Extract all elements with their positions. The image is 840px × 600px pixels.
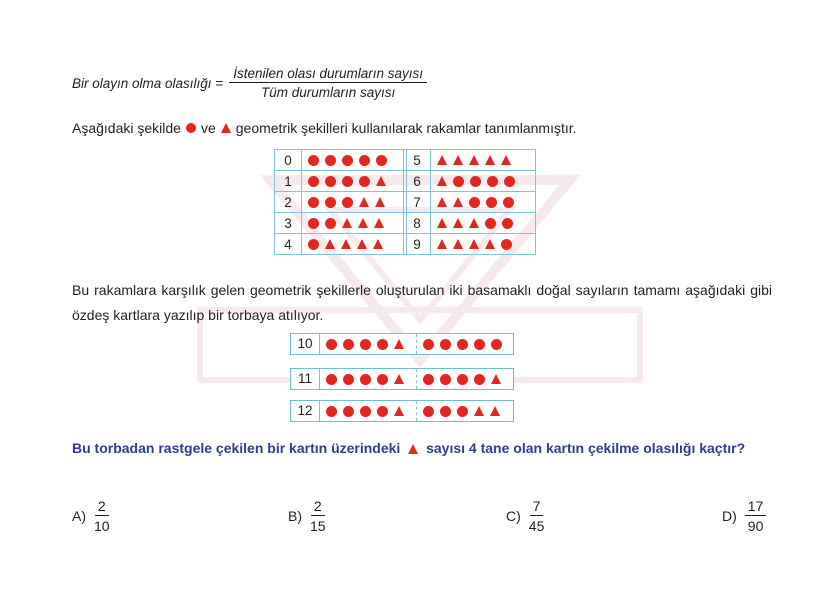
choice-denominator: 90 (747, 518, 764, 534)
choice-numerator: 7 (530, 498, 544, 516)
number-card (290, 333, 514, 355)
probability-formula (72, 66, 427, 100)
choice-label: A) (72, 508, 86, 524)
formula-denominator: Tüm durumların sayısı (260, 85, 396, 100)
choice-c[interactable] (506, 498, 544, 534)
description-paragraph: Bu rakamlara karşılık gelen geometrik şekillerle oluşturulan iki basamaklı doğal sayıların tamamı aşağıdaki gibi özdeş kartlara yazılıp bir torbaya atılıyor. (72, 282, 772, 323)
triangle-icon (437, 176, 447, 186)
shape-cell (302, 234, 407, 255)
circle-icon (343, 406, 354, 417)
shape-group (437, 176, 535, 187)
triangle-icon (485, 239, 495, 249)
choice-fraction (745, 498, 767, 534)
formula-lhs: Bir olayın olma olasılığı = (72, 75, 224, 91)
digit-cell: 3 (275, 213, 302, 234)
triangle-icon (341, 239, 351, 249)
circle-icon (457, 374, 468, 385)
triangle-icon (408, 444, 418, 454)
circle-icon (308, 218, 319, 229)
choice-numerator: 17 (745, 498, 767, 516)
choice-a[interactable] (72, 498, 110, 534)
circle-icon (325, 176, 336, 187)
shape-cell (431, 192, 536, 213)
choice-denominator: 15 (310, 518, 326, 534)
digit-row (404, 192, 536, 213)
triangle-icon (485, 155, 495, 165)
choice-label: D) (722, 508, 737, 524)
choice-numerator: 2 (311, 498, 325, 516)
digit-row (404, 150, 536, 171)
formula-fraction (229, 66, 427, 100)
triangle-icon (474, 406, 484, 416)
choice-denominator: 45 (528, 518, 545, 534)
choice-b[interactable] (288, 498, 326, 534)
shape-group (320, 334, 416, 354)
circle-icon (308, 239, 319, 250)
question-text-before: Bu torbadan rastgele çekilen bir kartın üzerindeki (72, 440, 401, 456)
triangle-icon (358, 218, 368, 228)
triangle-icon (453, 218, 463, 228)
shape-group (308, 176, 406, 187)
circle-icon (377, 374, 388, 385)
choice-label: C) (506, 508, 521, 524)
circle-icon (359, 176, 370, 187)
circle-icon (326, 339, 337, 350)
shape-cell (302, 192, 407, 213)
circle-icon (485, 218, 496, 229)
digit-row (275, 192, 407, 213)
formula-numerator: İstenilen olası durumların sayısı (229, 66, 427, 83)
circle-icon (501, 239, 512, 250)
circle-icon (453, 176, 464, 187)
shape-group (308, 197, 406, 208)
shape-cell (302, 150, 407, 171)
digit-row (275, 150, 407, 171)
number-card (290, 400, 514, 422)
shape-group (437, 155, 535, 165)
circle-icon (342, 197, 353, 208)
choice-fraction (94, 498, 110, 534)
triangle-icon (437, 239, 447, 249)
choice-fraction (310, 498, 326, 534)
shape-cell (431, 213, 536, 234)
circle-icon (360, 406, 371, 417)
card-number: 12 (291, 401, 320, 421)
triangle-icon (221, 123, 231, 133)
triangle-icon (394, 406, 404, 416)
triangle-icon (490, 406, 500, 416)
choice-numerator: 2 (95, 498, 109, 516)
digit-row (275, 171, 407, 192)
digit-row (404, 213, 536, 234)
circle-icon (469, 197, 480, 208)
digit-cell: 4 (275, 234, 302, 255)
triangle-icon (375, 197, 385, 207)
digit-cell: 9 (404, 234, 431, 255)
shape-group (308, 239, 406, 250)
circle-icon (474, 339, 485, 350)
triangle-icon (469, 218, 479, 228)
circle-icon (308, 176, 319, 187)
digit-table-right (403, 149, 536, 255)
circle-icon (325, 218, 336, 229)
circle-icon (342, 155, 353, 166)
circle-icon (423, 374, 434, 385)
circle-icon (486, 197, 497, 208)
circle-icon (326, 374, 337, 385)
digit-cell: 2 (275, 192, 302, 213)
circle-icon (474, 374, 485, 385)
circle-icon (343, 339, 354, 350)
shape-cell (431, 150, 536, 171)
digit-row (404, 171, 536, 192)
circle-icon (377, 339, 388, 350)
circle-icon (423, 406, 434, 417)
digit-table-left (274, 149, 407, 255)
question-text (72, 436, 772, 461)
digit-cell: 6 (404, 171, 431, 192)
triangle-icon (373, 239, 383, 249)
circle-icon (503, 197, 514, 208)
shape-group (416, 401, 513, 421)
shape-group (416, 334, 513, 354)
shape-cell (302, 213, 407, 234)
triangle-icon (357, 239, 367, 249)
circle-icon (377, 406, 388, 417)
intro-line (72, 120, 577, 136)
triangle-icon (453, 197, 463, 207)
circle-icon (343, 374, 354, 385)
circle-icon (360, 374, 371, 385)
circle-icon (186, 123, 196, 133)
circle-icon (457, 406, 468, 417)
intro-text-after: geometrik şekilleri kullanılarak rakamlar tanımlanmıştır. (235, 120, 577, 136)
shape-group (437, 218, 535, 229)
shape-cell (431, 234, 536, 255)
circle-icon (325, 197, 336, 208)
shape-group (437, 239, 535, 250)
digit-cell: 0 (275, 150, 302, 171)
triangle-icon (359, 197, 369, 207)
digit-row (275, 234, 407, 255)
digit-cell: 1 (275, 171, 302, 192)
triangle-icon (453, 239, 463, 249)
shape-group (320, 369, 416, 389)
triangle-icon (469, 239, 479, 249)
digit-cell: 8 (404, 213, 431, 234)
circle-icon (360, 339, 371, 350)
triangle-icon (325, 239, 335, 249)
triangle-icon (469, 155, 479, 165)
circle-icon (440, 339, 451, 350)
shape-group (320, 401, 416, 421)
triangle-icon (437, 197, 447, 207)
circle-icon (470, 176, 481, 187)
shape-group (437, 197, 535, 208)
triangle-icon (453, 155, 463, 165)
circle-icon (504, 176, 515, 187)
circle-icon (308, 155, 319, 166)
shape-cell (302, 171, 407, 192)
shape-cell (431, 171, 536, 192)
circle-icon (502, 218, 513, 229)
triangle-icon (491, 374, 501, 384)
triangle-icon (342, 218, 352, 228)
intro-text-middle: ve (200, 120, 216, 136)
circle-icon (342, 176, 353, 187)
digit-row (404, 234, 536, 255)
circle-icon (440, 374, 451, 385)
triangle-icon (376, 176, 386, 186)
circle-icon (440, 406, 451, 417)
digit-cell: 5 (404, 150, 431, 171)
choice-denominator: 10 (94, 518, 110, 534)
card-number: 10 (291, 334, 320, 354)
shape-group (416, 369, 513, 389)
choice-fraction (529, 498, 545, 534)
question-text-after: sayısı 4 tane olan kartın çekilme olasılığı kaçtır? (426, 440, 746, 456)
circle-icon (487, 176, 498, 187)
circle-icon (326, 406, 337, 417)
circle-icon (423, 339, 434, 350)
triangle-icon (374, 218, 384, 228)
circle-icon (457, 339, 468, 350)
triangle-icon (437, 218, 447, 228)
triangle-icon (501, 155, 511, 165)
circle-icon (359, 155, 370, 166)
digit-row (275, 213, 407, 234)
choice-d[interactable] (722, 498, 766, 534)
intro-text-before: Aşağıdaki şekilde (72, 120, 181, 136)
choice-label: B) (288, 508, 302, 524)
card-number: 11 (291, 369, 320, 389)
circle-icon (491, 339, 502, 350)
triangle-icon (394, 339, 404, 349)
circle-icon (376, 155, 387, 166)
circle-icon (325, 155, 336, 166)
circle-icon (308, 197, 319, 208)
digit-cell: 7 (404, 192, 431, 213)
triangle-icon (437, 155, 447, 165)
number-card (290, 368, 514, 390)
shape-group (308, 218, 406, 229)
triangle-icon (394, 374, 404, 384)
shape-group (308, 155, 406, 166)
